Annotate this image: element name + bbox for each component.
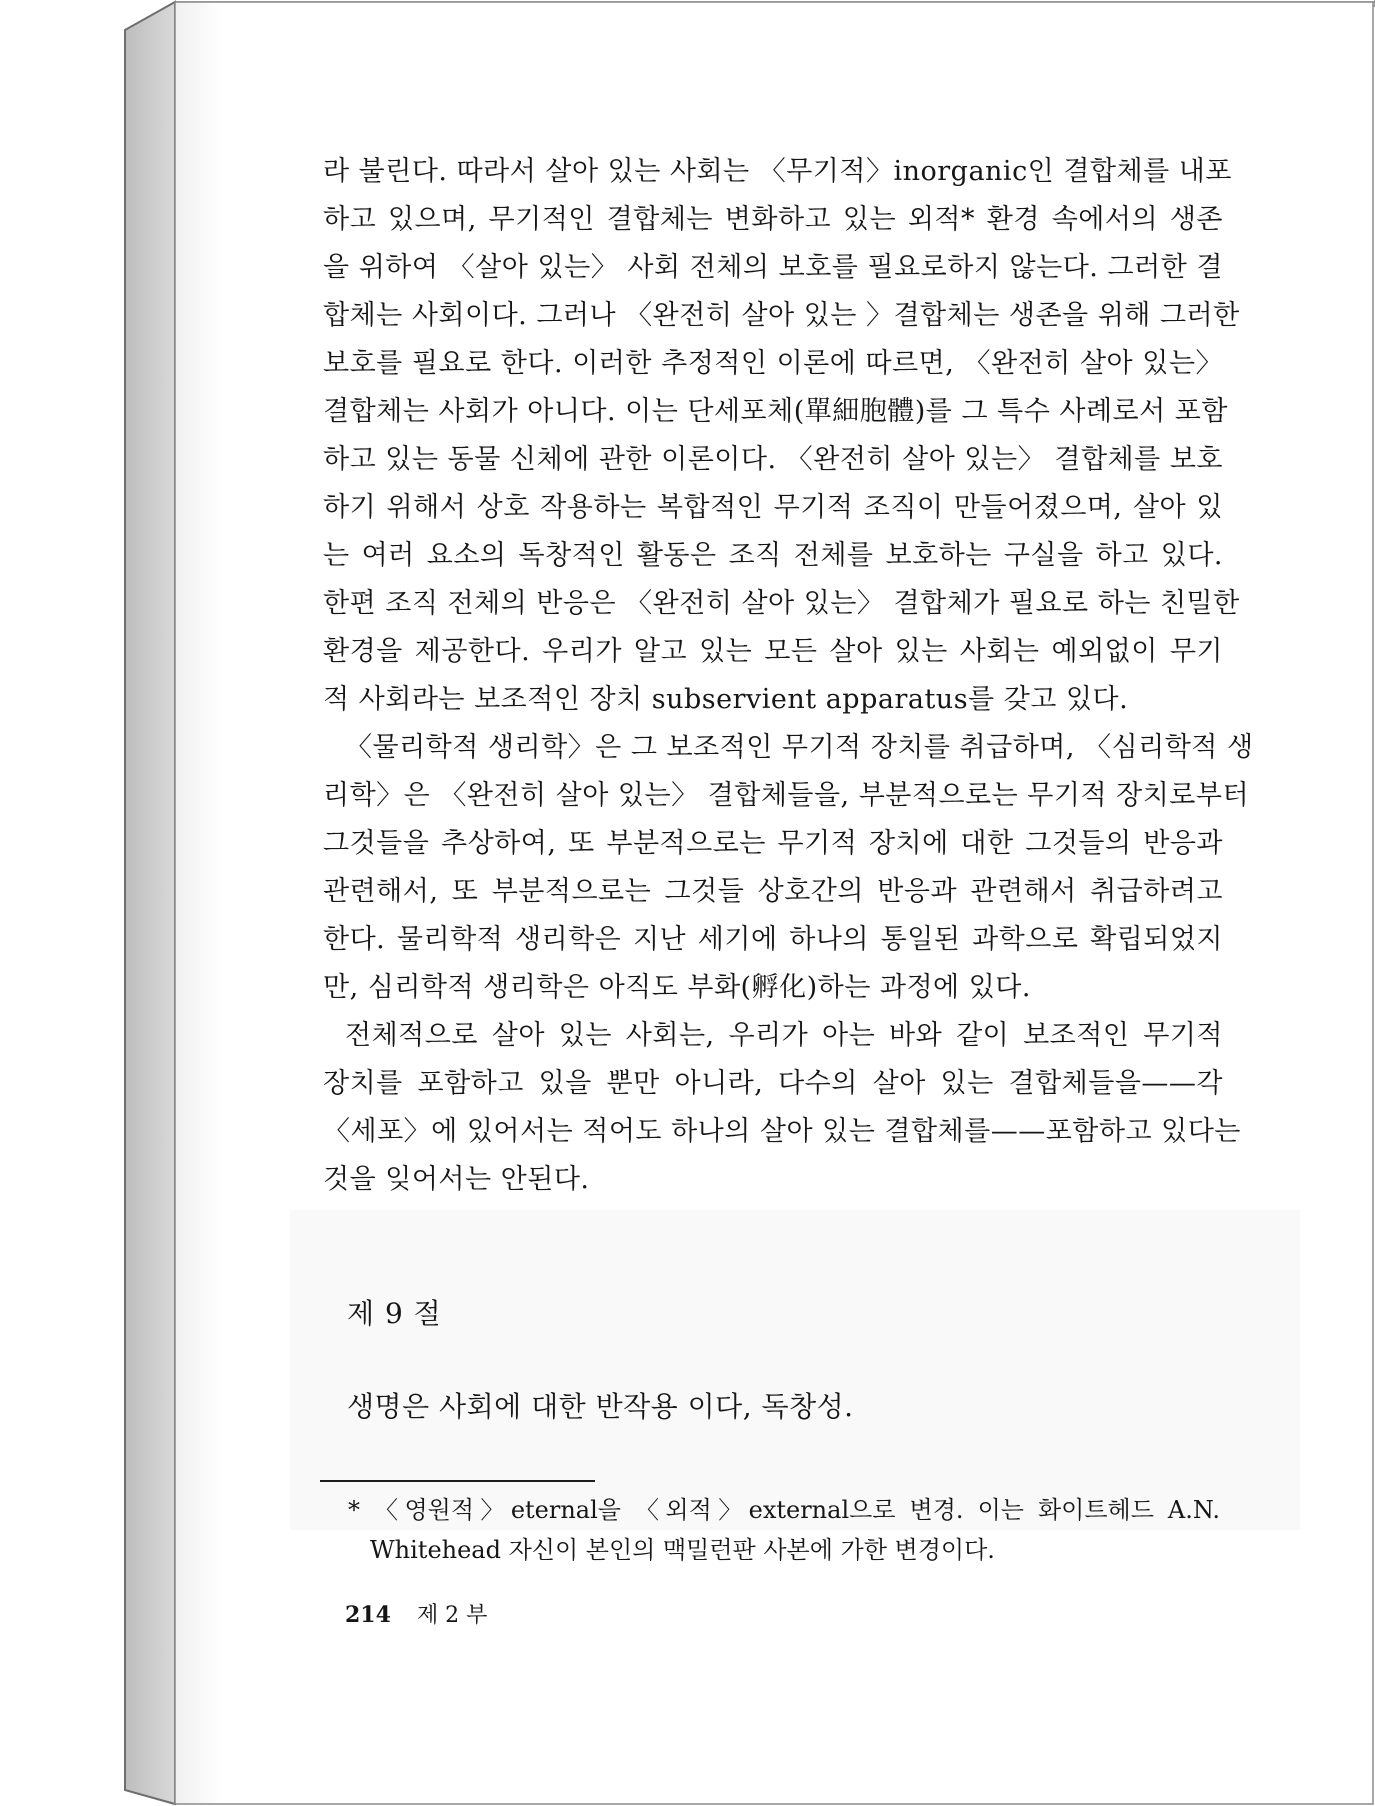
body-line: 적 사회라는 보조적인 장치 subservient apparatus를 갖고 있다. <box>323 684 1129 715</box>
body-line: 관련해서, 또 부분적으로는 그것들 상호간의 반응과 관련해서 취급하려고 <box>323 876 1223 907</box>
body-line: 하고 있는 동물 신체에 관한 이론이다. 〈완전히 살아 있는〉 결합체를 보호 <box>323 444 1223 475</box>
footnote <box>348 1490 1220 1570</box>
body-line: 환경을 제공한다. 우리가 알고 있는 모든 살아 있는 사회는 예외없이 무기 <box>323 636 1223 667</box>
body-line: 만, 심리학적 생리학은 아직도 부화(孵化)하는 과정에 있다. <box>323 972 1031 1003</box>
body-line: 하고 있으며, 무기적인 결합체는 변화하고 있는 외적* 환경 속에서의 생존 <box>323 204 1223 235</box>
footnote-line: Whitehead 자신이 본인의 맥밀런판 사본에 가한 변경이다. <box>370 1536 995 1564</box>
body-line: 한편 조직 전체의 반응은 〈완전히 살아 있는〉 결합체가 필요로 하는 친밀한 <box>323 588 1240 619</box>
body-line: 한다. 물리학적 생리학은 지난 세기에 하나의 통일된 과학으로 확립되었지 <box>323 924 1223 955</box>
footnote-divider <box>320 1480 595 1482</box>
body-line: 결합체는 사회가 아니다. 이는 단세포체(單細胞體)를 그 특수 사례로서 포함 <box>323 396 1228 427</box>
page-number: 214 <box>345 1602 391 1628</box>
body-line: 하기 위해서 상호 작용하는 복합적인 무기적 조직이 만들어졌으며, 살아 있 <box>323 492 1223 523</box>
body-line: 장치를 포함하고 있을 뿐만 아니라, 다수의 살아 있는 결합체들을——각 <box>323 1068 1223 1099</box>
body-line: 것을 잊어서는 안된다. <box>323 1164 590 1195</box>
section-title: 생명은 사회에 대한 반작용 이다, 독창성. <box>347 1390 854 1423</box>
body-line: 는 여러 요소의 독창적인 활동은 조직 전체를 보호하는 구실을 하고 있다. <box>323 540 1223 571</box>
section-number: 제 9 절 <box>347 1297 442 1330</box>
body-line: 을 위하여 〈살아 있는〉 사회 전체의 보호를 필요로하지 않는다. 그러한 결 <box>323 252 1223 283</box>
body-line: 리학〉은 〈완전히 살아 있는〉 결합체들을, 부분적으로는 무기적 장치로부터 <box>323 780 1250 811</box>
body-line: 전체적으로 살아 있는 사회는, 우리가 아는 바와 같이 보조적인 무기적 <box>345 1020 1223 1051</box>
running-footer-part: 제 2 부 <box>416 1603 488 1628</box>
body-line: 보호를 필요로 한다. 이러한 추정적인 이론에 따르면, 〈완전히 살아 있는〉 <box>323 348 1223 379</box>
body-text <box>323 148 1254 1204</box>
body-line: 〈세포〉에 있어서는 적어도 하나의 살아 있는 결합체를——포함하고 있다는 <box>323 1116 1241 1147</box>
book-page <box>175 0 1365 1806</box>
body-line: 합체는 사회이다. 그러나 〈완전히 살아 있는 〉결합체는 생존을 위해 그러한 <box>323 300 1240 331</box>
page-footer <box>345 1598 487 1629</box>
body-line: 라 불린다. 따라서 살아 있는 사회는 〈무기적〉inorganic인 결합체를 내포 <box>323 156 1232 187</box>
book-spine <box>125 2 175 1804</box>
body-line: 〈물리학적 생리학〉은 그 보조적인 무기적 장치를 취급하며, 〈심리학적 생 <box>345 732 1254 763</box>
body-line: 그것들을 추상하여, 또 부분적으로는 무기적 장치에 대한 그것들의 반응과 <box>323 828 1223 859</box>
footnote-line: * 〈영원적〉eternal을 〈외적〉external으로 변경. 이는 화이트헤드 A.N. <box>348 1496 1220 1524</box>
